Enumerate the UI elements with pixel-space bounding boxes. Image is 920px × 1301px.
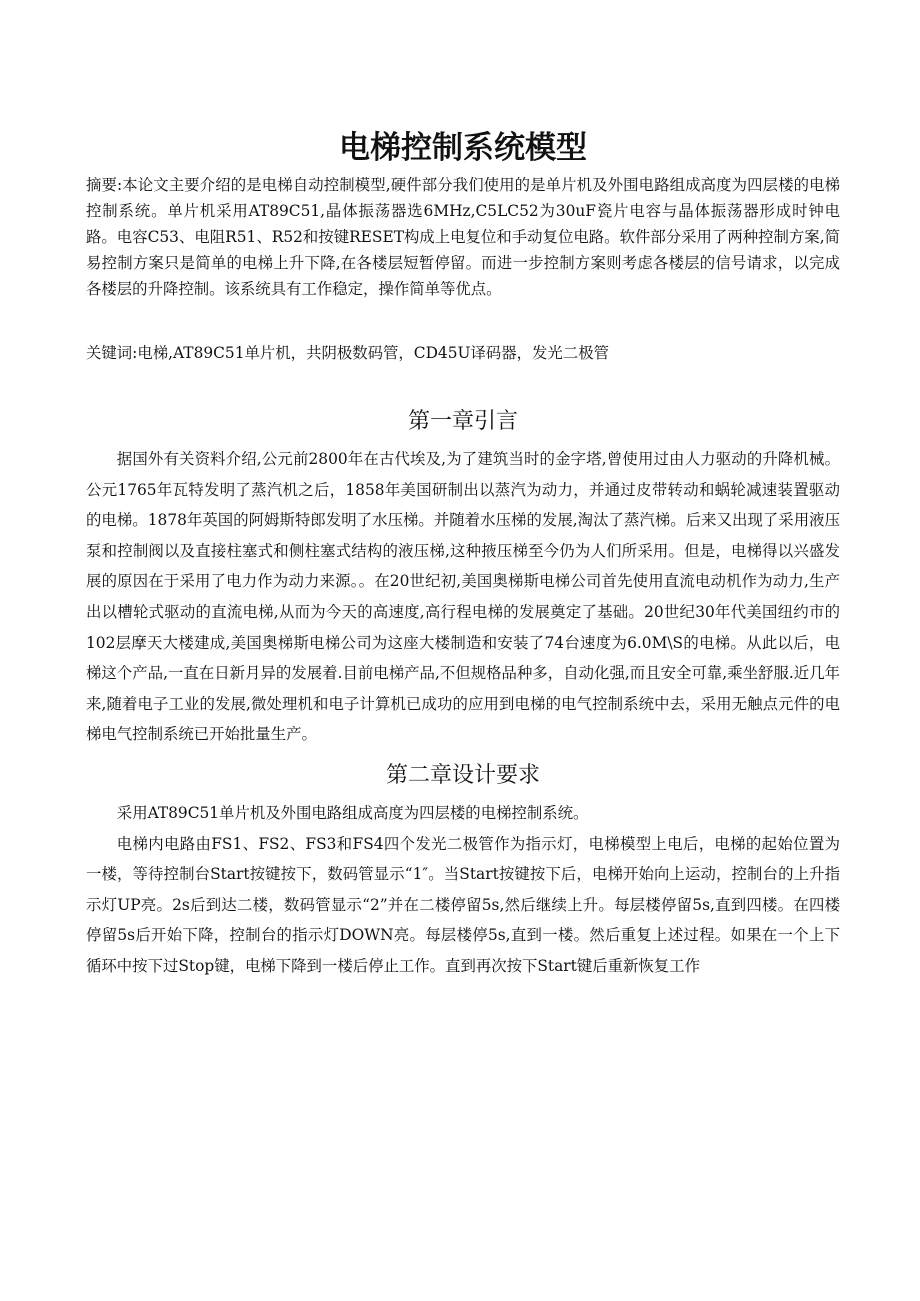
abstract-paragraph: 摘要:本论文主要介绍的是电梯自动控制模型,硬件部分我们使用的是单片机及外围电路组成高度为四层楼的电梯控制系统。单片机采用AT89C51,晶体振荡器选6MHz,C5LC52为30uF瓷片电容与晶体振荡器形成时钟电路。电容C53、电阻R51、R52和按键RESET构成上电复位和手动复位电路。软件部分采用了两种控制方案,简易控制方案只是简单的电梯上升下降,在各楼层短暂停留。而进一步控制方案则考虑各楼层的信号请求，以完成各楼层的升降控制。该系统具有工作稳定，操作简单等优点。 bbox=[86, 176, 840, 298]
chapter-2-paragraph: 电梯内电路由FS1、FS2、FS3和FS4四个发光二极管作为指示灯，电梯模型上电后，电梯的起始位置为一楼，等待控制台Start按键按下，数码管显示“1″。当Start按键按下后，电梯开始向上运动，控制台的上升指示灯UP亮。2s后到达二楼，数码管显示“2”并在二楼停留5s,然后继续上升。每层楼停留5s,直到四楼。在四楼停留5s后开始下降，控制台的指示灯DOWN亮。每层楼停5s,直到一楼。然后重复上述过程。如果在一个上下循环中按下过Stop键，电梯下降到一楼后停止工作。直到再次按下Start键后重新恢复工作 bbox=[86, 834, 840, 975]
document-title: 电梯控制系统模型 bbox=[339, 130, 587, 166]
chapter-1-paragraph: 据国外有关资料介绍,公元前2800年在古代埃及,为了建筑当时的金字塔,曾使用过由人力驱动的升降机械。公元1765年瓦特发明了蒸汽机之后，1858年美国研制出以蒸汽为动力，并通过皮带转动和蜗轮减速装置驱动的电梯。1878年英国的阿姆斯特郎发明了水压梯。并随着水压梯的发展,淘汰了蒸汽梯。后来又出现了采用液压泵和控制阀以及直接柱塞式和侧柱塞式结构的液压梯,这种掖压梯至今仍为人们所采用。但是，电梯得以兴盛发展的原因在于采用了电力作为动力来源。。在20世纪初,美国奥梯斯电梯公司首先使用直流电动机作为动力,生产出以槽轮式驱动的直流电梯,从而为今天的高速度,高行程电梯的发展奠定了基础。20世纪30年代美国纽约市的102层摩天大楼建成,美国奥梯斯电梯公司为这座大楼制造和安装了74台速度为6.0M\S的电梯。从此以后，电梯这个产品,一直在日新月异的发展着.目前电梯产品,不但规格品种多，自动化强,而且安全可靠,乘坐舒服.近几年来,随着电子工业的发展,微处理机和电子计算机已成功的应用到电梯的电气控制系统中去，采用无触点元件的电梯电气控制系统已开始批量生产。 bbox=[86, 450, 840, 744]
chapter-2-heading: 第二章设计要求 bbox=[385, 762, 540, 788]
chapter-2-body bbox=[86, 798, 840, 982]
chapter-1-heading: 第一章引言 bbox=[407, 409, 518, 434]
chapter-2-paragraph: 采用AT89C51单片机及外围电路组成高度为四层楼的电梯控制系统。 bbox=[116, 803, 589, 822]
keywords-line: 关键词:电梯,AT89C51单片机，共阴极数码管，CD45U译码器，发光二极管 bbox=[86, 344, 609, 362]
chapter-1-body bbox=[86, 444, 840, 750]
